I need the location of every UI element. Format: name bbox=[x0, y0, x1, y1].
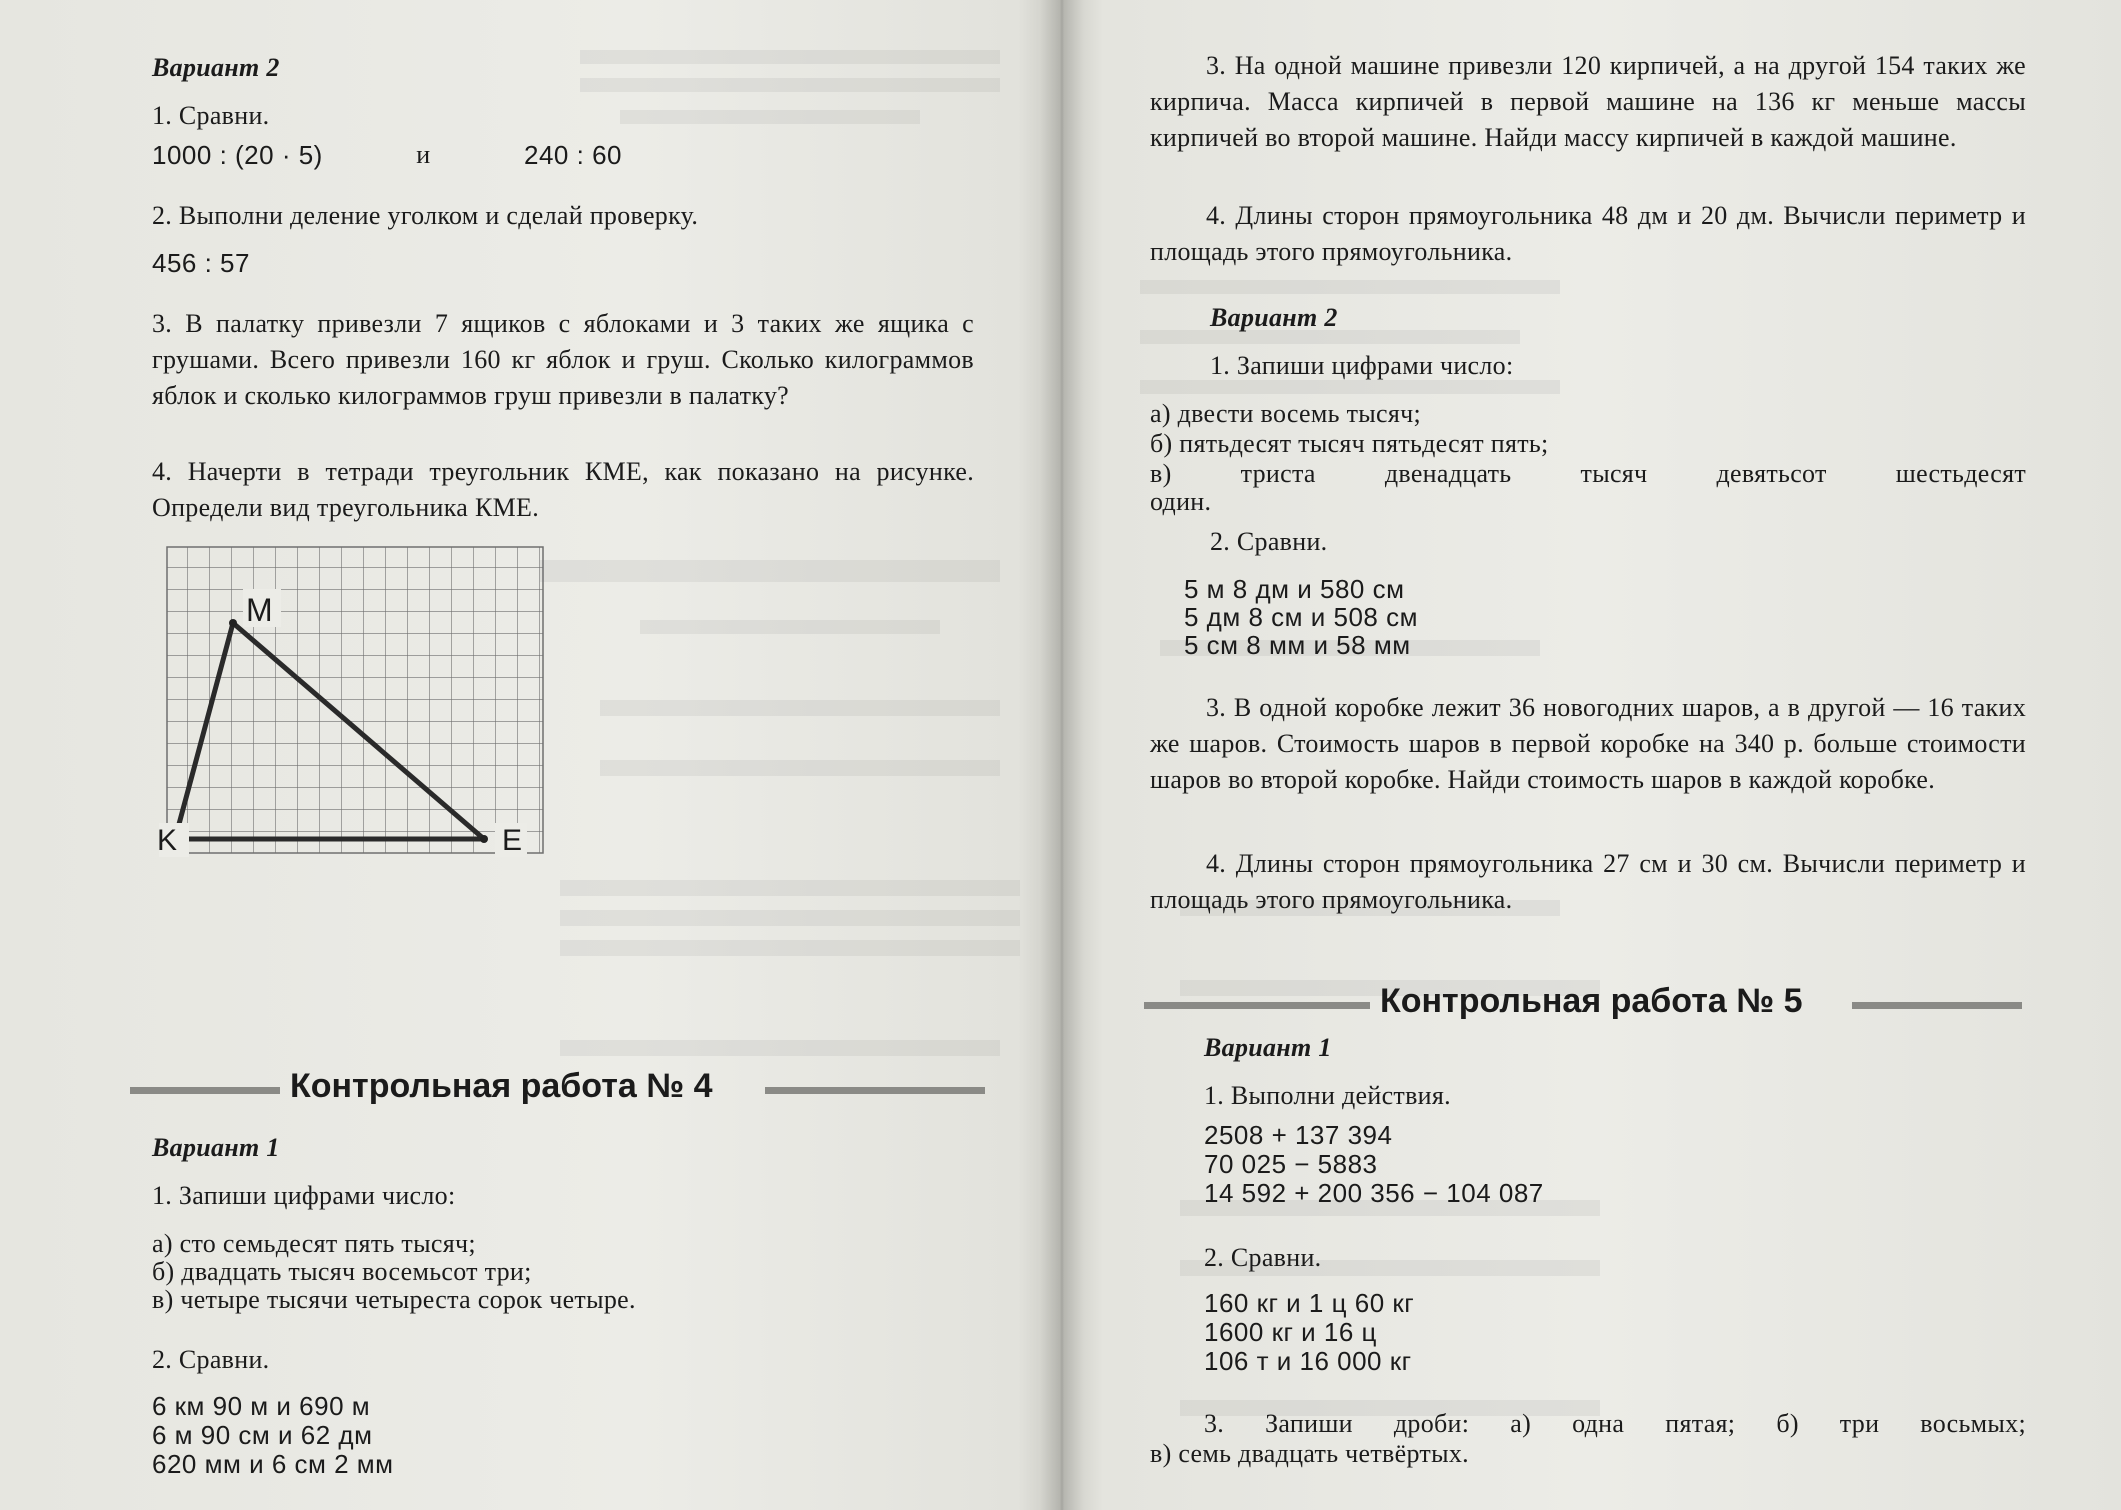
v2-task-4 bbox=[1150, 846, 2026, 918]
v2-task-1: 1. Запиши цифрами число: bbox=[1210, 351, 1514, 380]
kr4-task-1-a: а) сто семьдесят пять тысяч; bbox=[152, 1229, 476, 1258]
kr4-task-2-c: 620 мм и 6 см 2 мм bbox=[152, 1449, 394, 1479]
v2-task-2-b: 5 дм 8 см и 508 см bbox=[1184, 602, 1418, 632]
variant-title: Вариант 2 bbox=[1210, 303, 1338, 332]
task-4-text: 4. Длины сторон прямоугольника 27 см и 30 см. Вычисли периметр и площадь этого прямоугольника. bbox=[1150, 849, 2026, 914]
kr5-task-3-cont: в) семь двадцать четвёртых. bbox=[1150, 1439, 1469, 1468]
v2-task-3 bbox=[1150, 690, 2026, 798]
kr5-task-2-c: 106 т и 16 000 кг bbox=[1204, 1346, 1412, 1376]
vertex-label-k: K bbox=[156, 824, 178, 857]
triangle-kme-figure bbox=[156, 545, 560, 860]
kr5-task-2: 2. Сравни. bbox=[1204, 1243, 1322, 1272]
expression-b: 240 : 60 bbox=[524, 140, 622, 170]
left-page bbox=[0, 0, 1060, 1510]
kr4-variant1-title bbox=[152, 1130, 972, 1166]
expression-and: и bbox=[416, 140, 431, 169]
v2-task-1-c: в) триста двенадцать тысяч девятьсот шестьдесят bbox=[1150, 459, 2026, 488]
task-1-expression bbox=[152, 140, 622, 171]
left-variant2-title bbox=[152, 50, 972, 86]
task-3-word-problem: 3. В палатку привезли 7 ящиков с яблоками и 3 таких же ящика с грушами. Всего привезли 160 кг яблок и груш. Сколько килограммов яблок и сколько килограммов груш привезли в палатку? bbox=[152, 309, 974, 410]
grid-paper bbox=[167, 547, 543, 853]
heading-rule-right bbox=[1852, 1002, 2022, 1009]
kr5-task-1-a: 2508 + 137 394 bbox=[1204, 1120, 1393, 1150]
v2-task-2-c: 5 см 8 мм и 58 мм bbox=[1184, 630, 1411, 660]
kr5-task-1: 1. Выполни действия. bbox=[1204, 1081, 1451, 1110]
v2-task-1-c-cont: один. bbox=[1150, 487, 1212, 516]
variant-title: Вариант 1 bbox=[1204, 1033, 1332, 1062]
kr4-task-1-c: в) четыре тысячи четыреста сорок четыре. bbox=[152, 1285, 636, 1314]
heading-kr5: Контрольная работа № 5 bbox=[1380, 982, 1803, 1020]
v2-task-1-a: а) двести восемь тысяч; bbox=[1150, 399, 1422, 428]
v2-task-2: 2. Сравни. bbox=[1210, 527, 1328, 556]
variant-title: Вариант 2 bbox=[152, 53, 280, 82]
kr5-task-3: 3. Запиши дроби: а) одна пятая; б) три восьмых; bbox=[1204, 1409, 2026, 1438]
variant-title: Вариант 1 bbox=[152, 1133, 280, 1162]
kr5-task-2-b: 1600 кг и 16 ц bbox=[1204, 1317, 1377, 1347]
task-4-text: 4. Длины сторон прямоугольника 48 дм и 20 дм. Вычисли периметр и площадь этого прямоугольника. bbox=[1150, 201, 2026, 266]
kr5-task-1-b: 70 025 − 5883 bbox=[1204, 1149, 1378, 1179]
expression-a: 1000 : (20 · 5) bbox=[152, 140, 323, 170]
v2-task-2-a: 5 м 8 дм и 580 см bbox=[1184, 574, 1405, 604]
right-task-4 bbox=[1150, 198, 2026, 270]
vertex-label-e: E bbox=[502, 824, 523, 857]
task-1-compare: 1. Сравни. bbox=[152, 101, 270, 130]
vertex-label-m: M bbox=[246, 592, 273, 628]
kr4-task-2-a: 6 км 90 м и 690 м bbox=[152, 1391, 371, 1421]
task-2-expression: 456 : 57 bbox=[152, 248, 250, 278]
v2-task-1-b: б) пятьдесят тысяч пятьдесят пять; bbox=[1150, 429, 1549, 458]
kr4-task-2: 2. Сравни. bbox=[152, 1345, 270, 1374]
right-task-3 bbox=[1150, 48, 2026, 156]
heading-rule-right bbox=[765, 1087, 985, 1094]
right-variant2-title bbox=[1210, 300, 2086, 336]
kr4-task-1: 1. Запиши цифрами число: bbox=[152, 1181, 456, 1210]
kr4-task-2-b: 6 м 90 см и 62 дм bbox=[152, 1420, 373, 1450]
task-3-text: 3. На одной машине привезли 120 кирпичей, а на другой 154 таких же кирпича. Масса кирпичей в первой машине на 136 кг меньше массы кирпичей во второй машине. Найди массу кирпичей в каждой машине. bbox=[1150, 51, 2026, 152]
kr4-task-1-b: б) двадцать тысяч восемьсот три; bbox=[152, 1257, 532, 1286]
kr5-variant1-title bbox=[1204, 1030, 2080, 1066]
heading-rule-left bbox=[130, 1087, 280, 1094]
right-page bbox=[1062, 0, 2121, 1510]
kr5-task-1-c: 14 592 + 200 356 − 104 087 bbox=[1204, 1178, 1544, 1208]
task-4-triangle: 4. Начерти в тетради треугольник КМЕ, как показано на рисунке. Определи вид треугольника КМЕ. bbox=[152, 457, 974, 522]
heading-kr4: Контрольная работа № 4 bbox=[290, 1067, 713, 1105]
task-3-text: 3. В одной коробке лежит 36 новогодних шаров, а в другой — 16 таких же шаров. Стоимость шаров в первой коробке на 340 р. больше стоимости шаров во второй коробке. Найди стоимость шаров в каждой коробке. bbox=[1150, 693, 2026, 794]
heading-rule-left bbox=[1144, 1002, 1370, 1009]
task-2-division: 2. Выполни деление уголком и сделай проверку. bbox=[152, 201, 699, 230]
kr5-task-2-a: 160 кг и 1 ц 60 кг bbox=[1204, 1288, 1415, 1318]
